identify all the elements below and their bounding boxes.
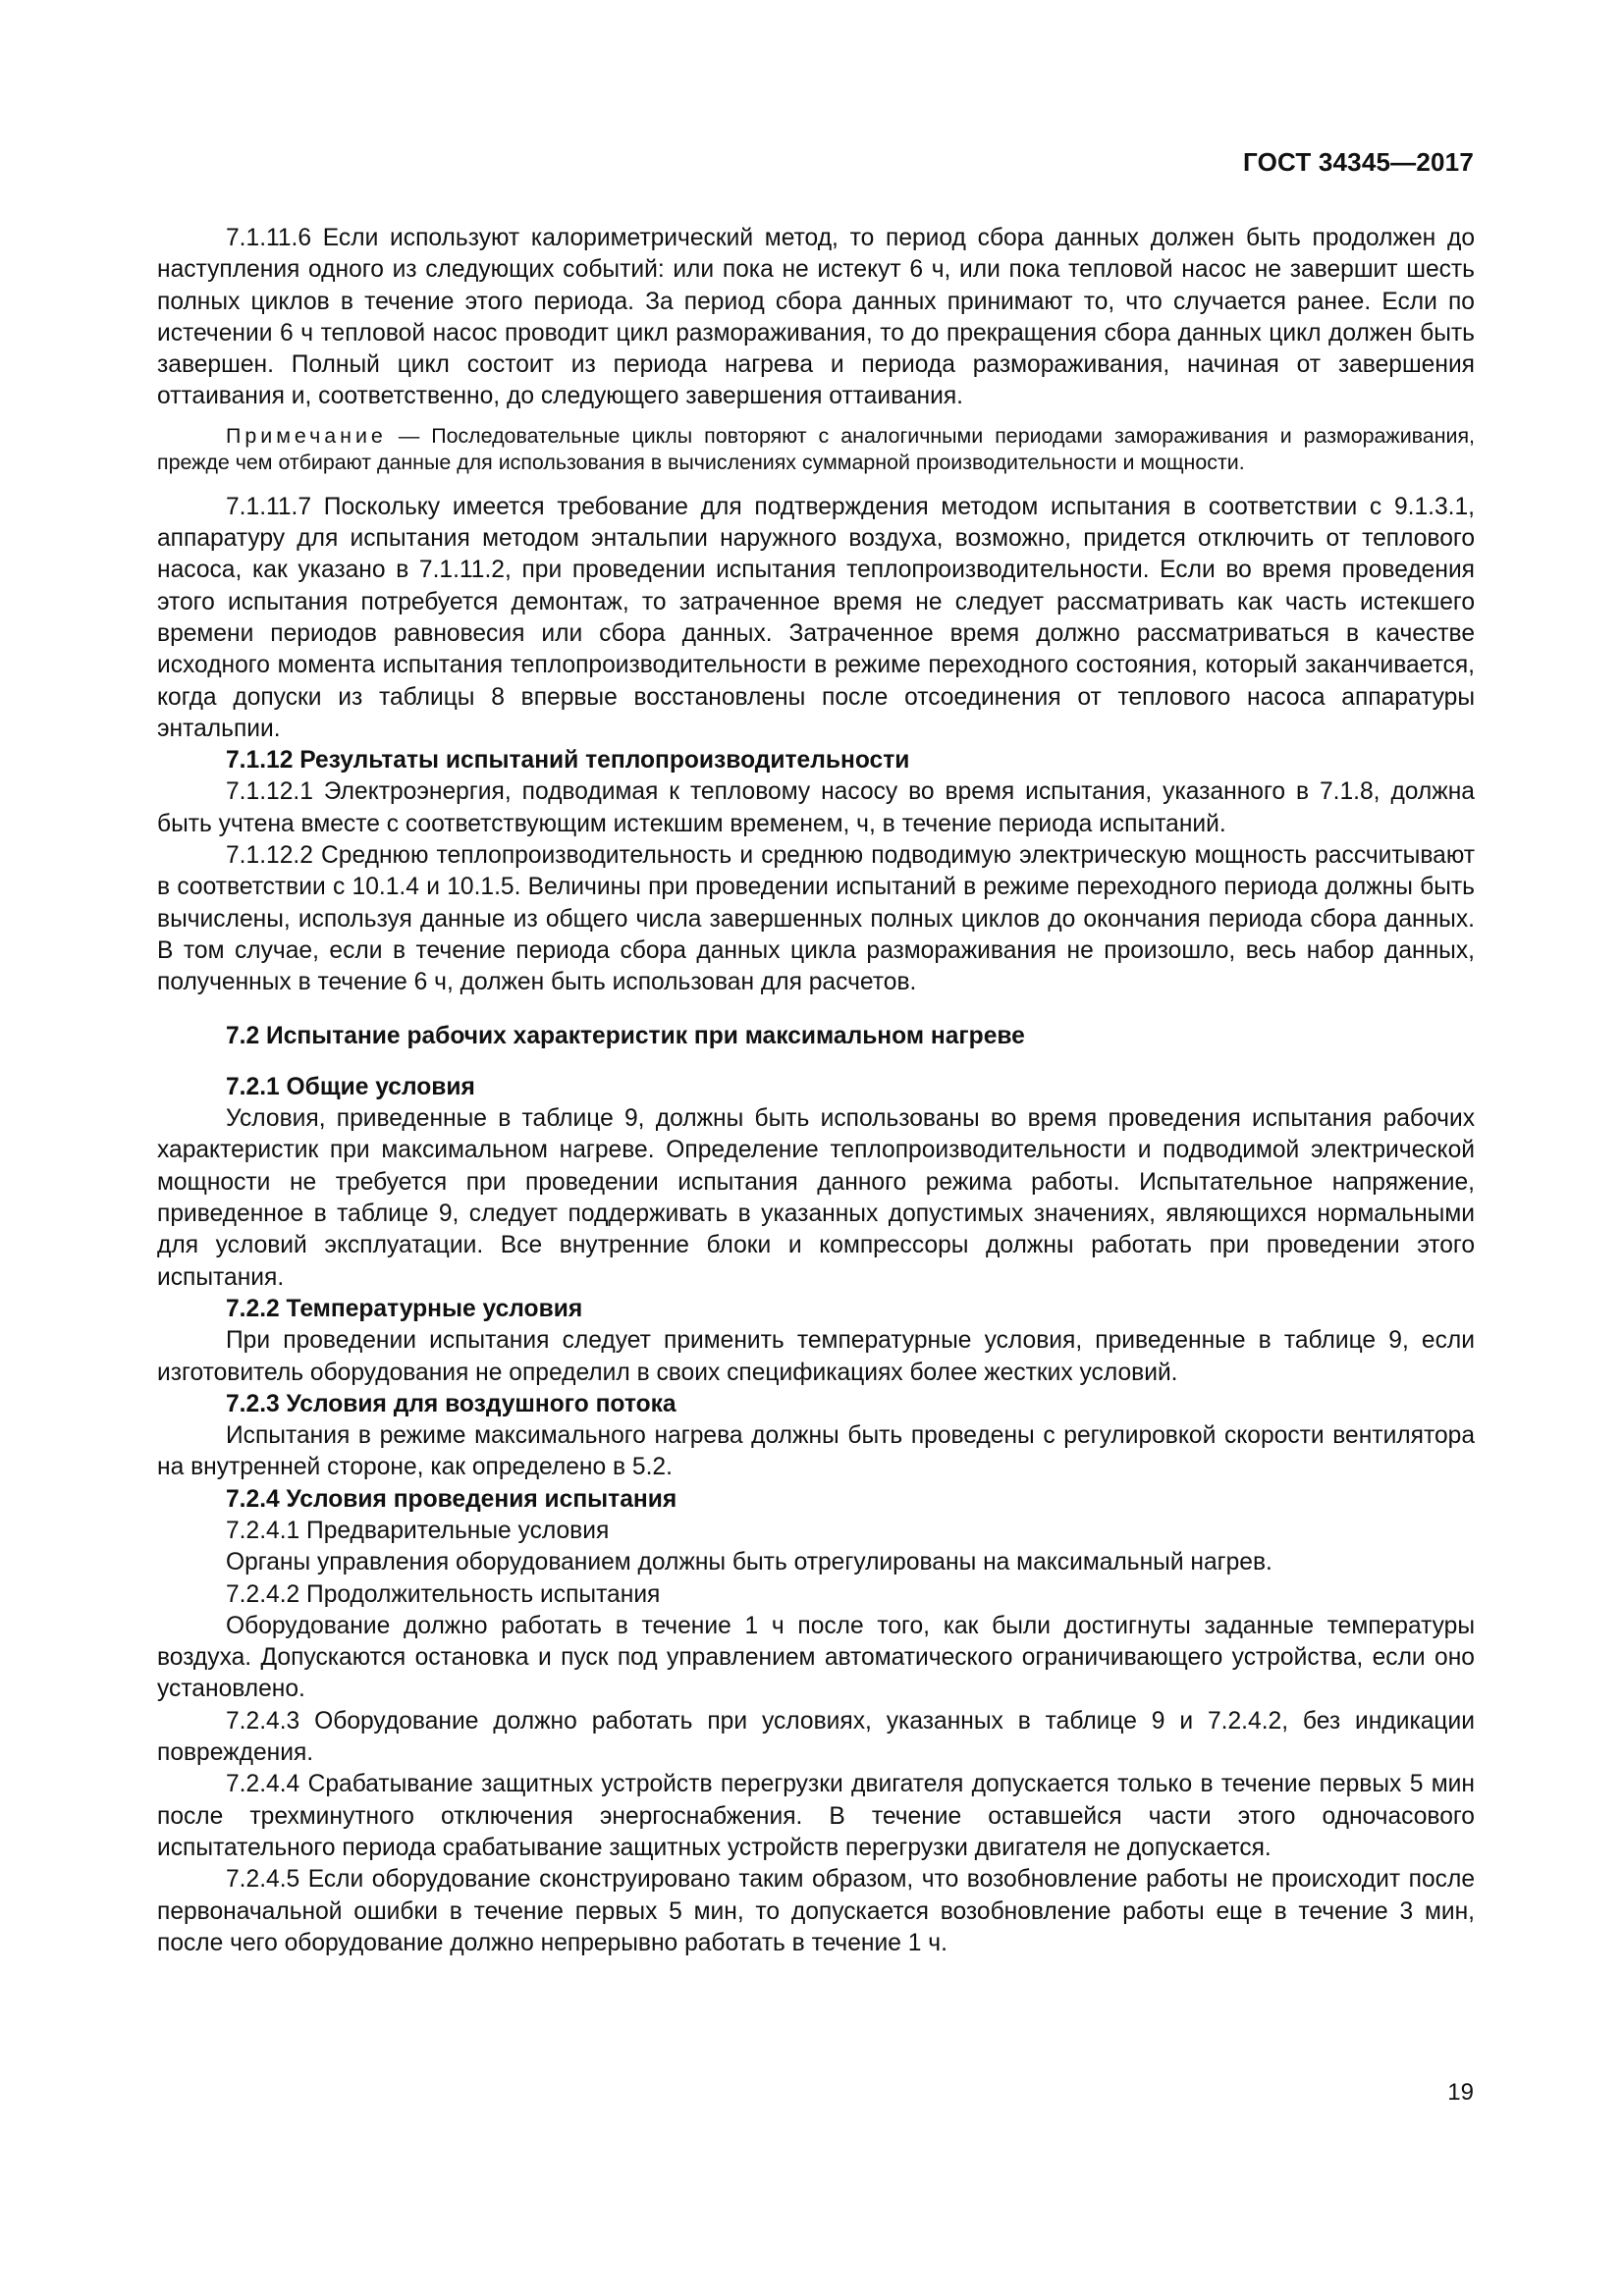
paragraph-7-2-4-3: 7.2.4.3 Оборудование должно работать при условиях, указанных в таблице 9 и 7.2.4.2, без индикации повреждения. bbox=[157, 1707, 1475, 1767]
paragraph-7-1-11-7: 7.1.11.7 Поскольку имеется требование для подтверждения методом испытания в соответствии с 9.1.3.1, аппаратуру для испытания методом энтальпии наружного воздуха, возможно, придется отключить от теплового насоса, как указано в 7.1.11.2, при проведении испытания теплопроизводительности. Если во время проведения этого испытания потребуется демонтаж, то затраченное время не следует рассматривать как часть истекшего времени периодов равновесия или сбора данных. Затраченное время должно рассматриваться в качестве исходного момента испытания теплопроизводительности в режиме переходного состояния, который заканчивается, когда допуски из таблицы 8 впервые восстановлены после отсоединения от теплового насоса аппаратуры энтальпии. bbox=[157, 493, 1475, 742]
heading-7-1-12: 7.1.12 Результаты испытаний теплопроизводительности bbox=[226, 747, 910, 774]
heading-7-2-4: 7.2.4 Условия проведения испытания bbox=[226, 1485, 677, 1513]
paragraph-7-2-4-2: Оборудование должно работать в течение 1 ч после того, как были достигнуты заданные температуры воздуха. Допускаются остановка и пуск под управлением автоматического ограничивающего устройства, если оно установлено. bbox=[157, 1612, 1475, 1703]
page-content bbox=[157, 223, 1475, 1959]
paragraph-7-2-4-2-title: 7.2.4.2 Продолжительность испытания bbox=[226, 1580, 661, 1608]
note bbox=[157, 423, 1475, 476]
heading-7-2: 7.2 Испытание рабочих характеристик при максимальном нагреве bbox=[226, 1022, 1025, 1049]
paragraph-7-2-4-5: 7.2.4.5 Если оборудование сконструировано таким образом, что возобновление работы не происходит после первоначальной ошибки в течение первых 5 мин, то допускается возобновление работы еще в течение 3 мин, после чего оборудование должно непрерывно работать в течение 1 ч. bbox=[157, 1866, 1475, 1956]
heading-7-2-3: 7.2.3 Условия для воздушного потока bbox=[226, 1390, 677, 1417]
note-text: — Последовательные циклы повторяют с аналогичными периодами замораживания и размораживания, прежде чем отбирают данные для использования в вычислениях суммарной производительности и мощности. bbox=[157, 423, 1475, 474]
paragraph-7-2-4-4: 7.2.4.4 Срабатывание защитных устройств перегрузки двигателя допускается только в течение первых 5 мин после трехминутного отключения энергоснабжения. В течение оставшейся части этого одночасового испытательного периода срабатывание защитных устройств перегрузки двигателя не допускается. bbox=[157, 1771, 1475, 1861]
paragraph-7-2-1: Условия, приведенные в таблице 9, должны быть использованы во время проведения испытания рабочих характеристик при максимальном нагреве. Определение теплопроизводительности и подводимой электрической мощности не требуется при проведении испытания данного режима работы. Испытательное напряжение, приведенное в таблице 9, следует поддерживать в указанных допустимых значениях, являющихся нормальными для условий эксплуатации. Все внутренние блоки и компрессоры должны работать при проведении этого испытания. bbox=[157, 1105, 1475, 1291]
standard-header: ГОСТ 34345—2017 bbox=[1243, 147, 1474, 177]
paragraph-7-1-12-2: 7.1.12.2 Среднюю теплопроизводительность и среднюю подводимую электрическую мощность рассчитывают в соответствии с 10.1.4 и 10.1.5. Величины при проведении испытаний в режиме переходного периода должны быть вычислены, используя данные из общего числа завершенных полных циклов до окончания периода сбора данных. В том случае, если в течение периода сбора данных цикла размораживания не произошло, весь набор данных, полученных в течение 6 ч, должен быть использован для расчетов. bbox=[157, 842, 1475, 996]
heading-7-2-2: 7.2.2 Температурные условия bbox=[226, 1295, 583, 1322]
page-number: 19 bbox=[1447, 2079, 1474, 2106]
note-label: Примечание bbox=[226, 423, 387, 448]
paragraph-7-2-3: Испытания в режиме максимального нагрева должны быть проведены с регулировкой скорости вентилятора на внутренней стороне, как определено в 5.2. bbox=[157, 1422, 1475, 1481]
paragraph-7-2-4-1-title: 7.2.4.1 Предварительные условия bbox=[226, 1517, 610, 1544]
paragraph-7-2-4-1: Органы управления оборудованием должны быть отрегулированы на максимальный нагрев. bbox=[226, 1549, 1272, 1576]
paragraph-7-2-2: При проведении испытания следует применить температурные условия, приведенные в таблице 9, если изготовитель оборудования не определил в своих спецификациях более жестких условий. bbox=[157, 1327, 1475, 1386]
heading-7-2-1: 7.2.1 Общие условия bbox=[226, 1073, 475, 1100]
paragraph-7-1-12-1: 7.1.12.1 Электроэнергия, подводимая к тепловому насосу во время испытания, указанного в 7.1.8, должна быть учтена вместе с соответствующим истекшим временем, ч, в течение периода испытаний. bbox=[157, 778, 1475, 837]
paragraph-7-1-11-6: 7.1.11.6 Если используют калориметрический метод, то период сбора данных должен быть продолжен до наступления одного из следующих событий: или пока не истекут 6 ч, или пока тепловой насос не завершит шесть полных циклов в течение этого периода. За период сбора данных принимают то, что случается ранее. Если по истечении 6 ч тепловой насос проводит цикл размораживания, то до прекращения сбора данных цикл должен быть завершен. Полный цикл состоит из периода нагрева и периода размораживания, начиная от завершения оттаивания и, соответственно, до следующего завершения оттаивания. bbox=[157, 225, 1475, 410]
